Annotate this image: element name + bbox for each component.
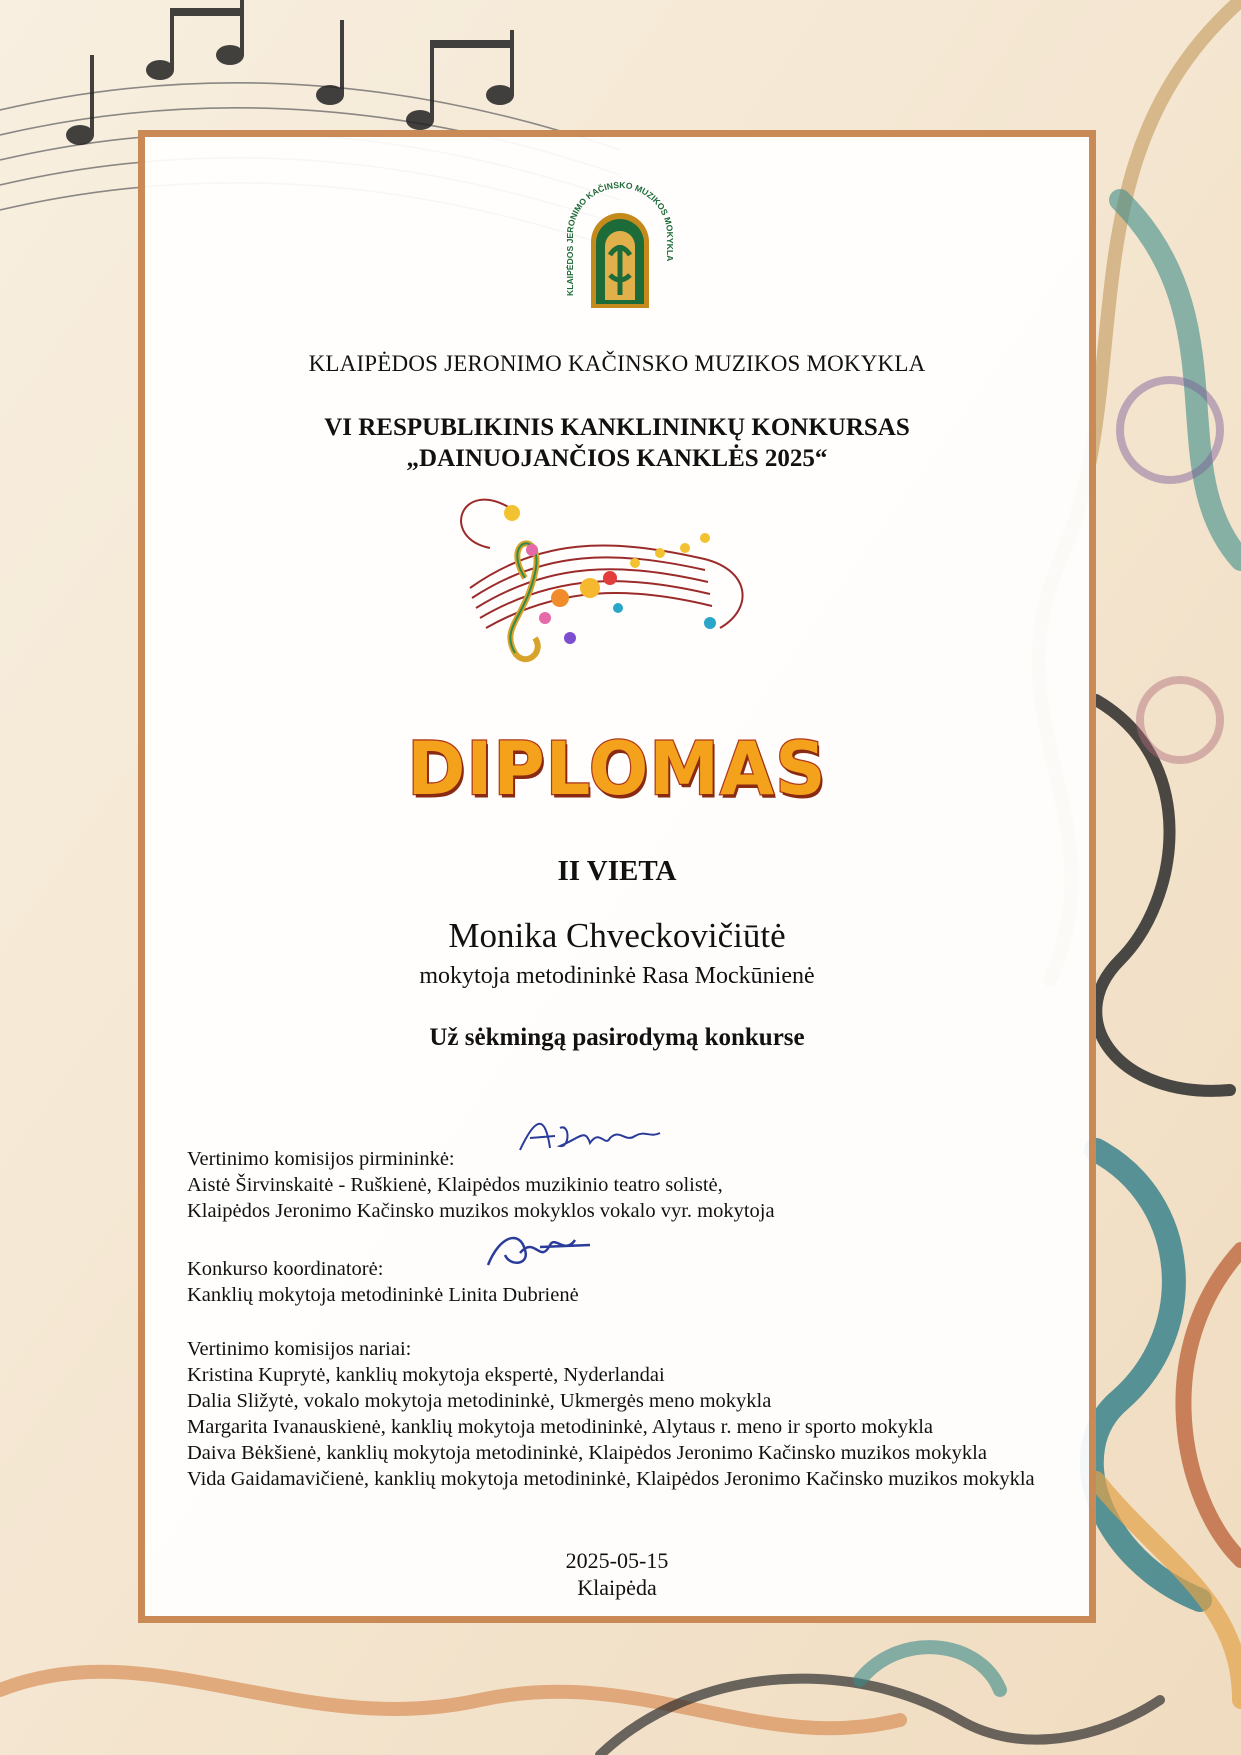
jury-member: Dalia Sližytė, vokalo mokytoja metodininkė, Ukmergės meno mokykla: [187, 1390, 772, 1412]
jury-member: Vida Gaidamavičienė, kanklių mokytoja metodininkė, Klaipėdos Jeronimo Kačinsko muzikos mokykla: [187, 1468, 1035, 1490]
coordinator-block: [187, 1256, 579, 1308]
jury-member: Margarita Ivanauskienė, kanklių mokytoja metodininkė, Alytaus r. meno ir sporto mokykla: [187, 1416, 934, 1438]
issue-date: 2025-05-15: [565, 1548, 669, 1573]
music-staff-illustration: [450, 478, 770, 678]
issue-city: Klaipėda: [577, 1575, 657, 1600]
jury-members-block: [187, 1336, 1067, 1492]
contest-title-line2: „DAINUOJANČIOS KANKLĖS 2025“: [406, 445, 828, 472]
school-name: KLAIPĖDOS JERONIMO KAČINSKO MUZIKOS MOKYKLA: [308, 351, 926, 376]
coordinator-label: Konkurso koordinatorė:: [187, 1258, 384, 1280]
teacher-name: mokytoja metodininkė Rasa Mockūnienė: [419, 963, 815, 989]
jury-chair-block: [187, 1146, 775, 1224]
jury-chair-label: Vertinimo komisijos pirmininkė:: [187, 1148, 455, 1170]
logo-arc-text: KLAIPĖDOS JERONIMO KAČINSKO MUZIKOS MOKYKLA: [564, 180, 676, 296]
date-place-block: [138, 1547, 1096, 1601]
place-award: II VIETA: [557, 855, 677, 887]
jury-members-label: Vertinimo komisijos nariai:: [187, 1338, 412, 1360]
jury-chair-line2: Klaipėdos Jeronimo Kačinsko muzikos mokyklos vokalo vyr. mokytoja: [187, 1200, 775, 1222]
contest-title: [138, 412, 1096, 474]
jury-member: Kristina Kuprytė, kanklių mokytoja ekspertė, Nyderlandai: [187, 1364, 665, 1386]
diploma-title: DIPLOMAS: [407, 725, 827, 813]
jury-chair-line1: Aistė Širvinskaitė - Ruškienė, Klaipėdos muzikinio teatro solistė,: [187, 1174, 723, 1196]
award-reason: Už sėkmingą pasirodymą konkurse: [429, 1024, 805, 1051]
coordinator-line1: Kanklių mokytoja metodininkė Linita Dubrienė: [187, 1284, 579, 1306]
contest-title-line1: VI RESPUBLIKINIS KANKLININKŲ KONKURSAS: [324, 414, 910, 441]
participant-name: Monika Chveckovičiūtė: [448, 916, 786, 955]
jury-member: Daiva Bėkšienė, kanklių mokytoja metodininkė, Klaipėdos Jeronimo Kačinsko muzikos mokykla: [187, 1442, 987, 1464]
school-logo: [555, 180, 685, 315]
